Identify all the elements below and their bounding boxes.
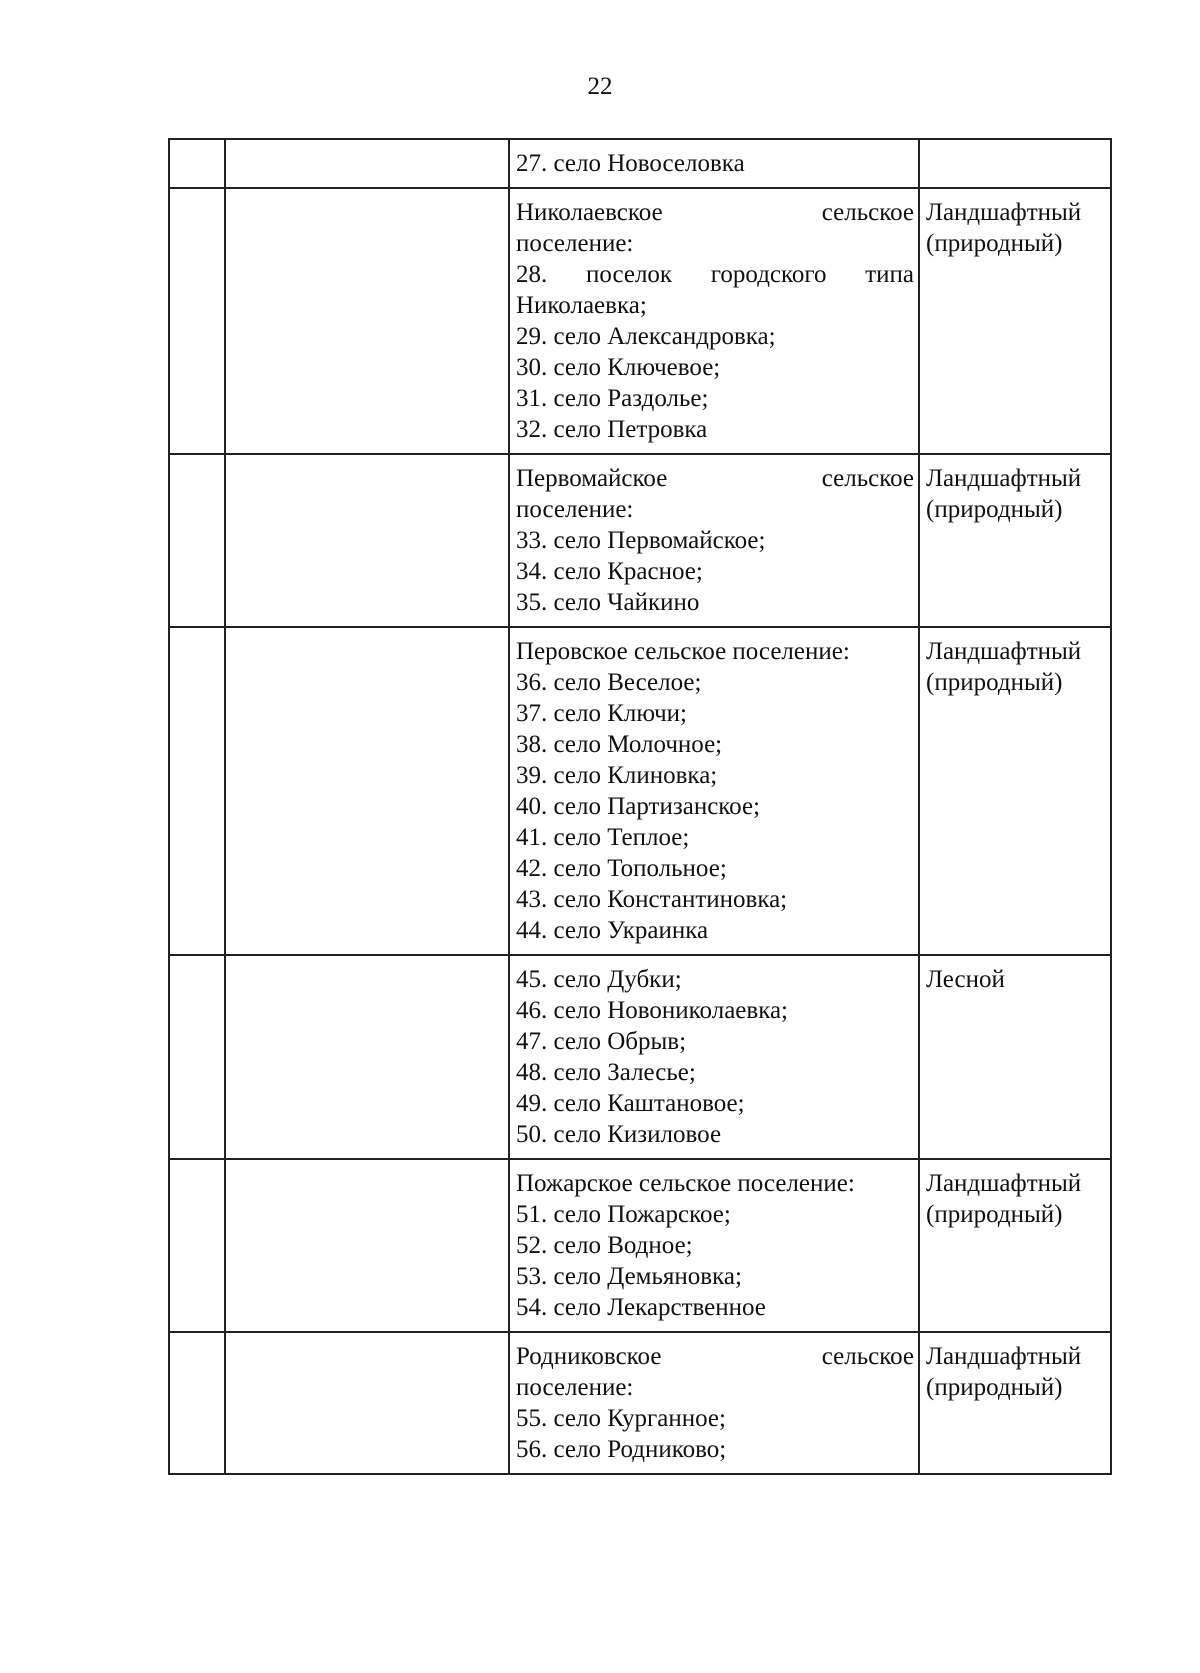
settlement-line: 49. село Каштановое; [516,1090,745,1117]
number-column-cell [170,455,226,626]
settlement-line: поселение: [516,1374,634,1401]
settlement-line: 44. село Украинка [516,917,709,944]
district-column-cell [226,956,510,1158]
settlement-line: 46. село Новониколаевка; [516,997,788,1024]
district-column-cell [226,628,510,954]
settlement-line: Николаевка; [516,292,647,319]
settlement-line: 34. село Красное; [516,558,703,585]
settlement-line: 35. село Чайкино [516,589,700,616]
district-column-cell [226,1160,510,1331]
recreation-type-line: (природный) [926,669,1063,696]
table-row [170,189,1110,455]
recreation-type-line: (природный) [926,230,1063,257]
settlement-line: 51. село Пожарское; [516,1201,731,1228]
table-row [170,455,1110,628]
table-row [170,956,1110,1160]
district-column-cell [226,140,510,187]
district-column-cell [226,189,510,453]
settlement-line: 30. село Ключевое; [516,354,721,381]
settlements-table [168,138,1112,1475]
number-column-cell [170,189,226,453]
settlement-line: 37. село Ключи; [516,700,687,727]
recreation-type-cell [920,1333,1110,1473]
recreation-type-line: (природный) [926,1201,1063,1228]
settlement-line: 28. поселок городского типа [516,261,914,288]
recreation-type-line: Ландшафтный [926,1170,1082,1197]
settlement-line: 31. село Раздолье; [516,385,709,412]
settlement-line: 54. село Лекарственное [516,1294,766,1321]
table-row [170,1160,1110,1333]
table-row [170,1333,1110,1475]
district-column-cell [226,455,510,626]
recreation-type-line: Ландшафтный [926,465,1082,492]
settlement-line: 48. село Залесье; [516,1059,696,1086]
district-column-cell [226,1333,510,1473]
settlement-line: 33. село Первомайское; [516,527,766,554]
recreation-type-line: Ландшафтный [926,199,1082,226]
settlement-line: 40. село Партизанское; [516,793,761,820]
settlements-cell [510,956,920,1158]
settlement-line: 32. село Петровка [516,416,708,443]
settlement-line: 47. село Обрыв; [516,1028,687,1055]
recreation-type-cell [920,455,1110,626]
recreation-type-cell [920,189,1110,453]
settlement-line: Перовское сельское поселение: [516,638,850,665]
number-column-cell [170,1160,226,1331]
settlements-cell [510,1160,920,1331]
recreation-type-line: Ландшафтный [926,638,1082,665]
settlement-line: 38. село Молочное; [516,731,723,758]
settlement-line: 53. село Демьяновка; [516,1263,742,1290]
settlement-line: 45. село Дубки; [516,966,682,993]
recreation-type-line: Лесной [926,966,1005,993]
settlement-line: 52. село Водное; [516,1232,693,1259]
number-column-cell [170,956,226,1158]
settlement-line: 41. село Теплое; [516,824,690,851]
table-row [170,628,1110,956]
number-column-cell [170,140,226,187]
settlements-cell [510,189,920,453]
number-column-cell [170,1333,226,1473]
settlement-line: Пожарское сельское поселение: [516,1170,855,1197]
settlement-line: Первомайское сельское [516,465,914,492]
settlements-cell [510,1333,920,1473]
settlements-cell [510,140,920,187]
number-column-cell [170,628,226,954]
settlement-line: 39. село Клиновка; [516,762,718,789]
settlement-line: 36. село Веселое; [516,669,702,696]
settlement-line: 29. село Александровка; [516,323,776,350]
settlement-line: поселение: [516,496,634,523]
table-row [170,140,1110,189]
settlement-line: 27. село Новоселовка [516,150,745,177]
recreation-type-line: Ландшафтный [926,1343,1082,1370]
settlement-line: 56. село Родниково; [516,1436,727,1463]
settlement-line: Родниковское сельское [516,1343,914,1370]
recreation-type-cell [920,628,1110,954]
page-number: 22 [587,73,613,100]
settlements-cell [510,628,920,954]
settlement-line: 55. село Курганное; [516,1405,726,1432]
recreation-type-cell [920,140,1110,187]
settlement-line: 50. село Кизиловое [516,1121,722,1148]
settlement-line: поселение: [516,230,634,257]
recreation-type-line: (природный) [926,496,1063,523]
recreation-type-line: (природный) [926,1374,1063,1401]
recreation-type-cell [920,1160,1110,1331]
settlement-line: 43. село Константиновка; [516,886,788,913]
settlements-cell [510,455,920,626]
settlement-line: Николаевское сельское [516,199,914,226]
settlement-line: 42. село Топольное; [516,855,727,882]
recreation-type-cell [920,956,1110,1158]
